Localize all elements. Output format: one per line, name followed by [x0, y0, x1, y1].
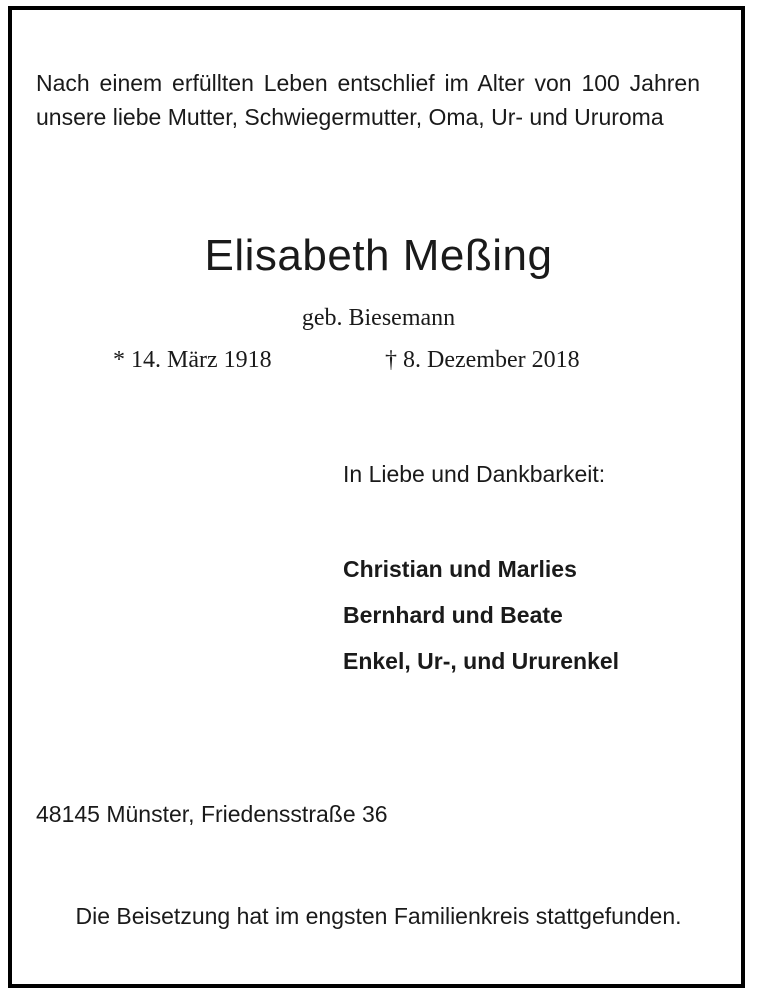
thanks-line: In Liebe und Dankbarkeit:: [343, 461, 606, 487]
family-member: Christian und Marlies: [343, 556, 577, 582]
family-list: [343, 546, 619, 684]
address: 48145 Münster, Friedensstraße 36: [36, 801, 388, 827]
birth-date: * 14. März 1918: [113, 347, 272, 373]
notice-border: [8, 6, 745, 988]
maiden-name: geb. Biesemann: [301, 305, 456, 331]
family-member: Enkel, Ur-, und Ururenkel: [343, 648, 620, 674]
death-date: † 8. Dezember 2018: [385, 347, 580, 373]
family-member: Bernhard und Beate: [343, 602, 563, 628]
funeral-note: Die Beisetzung hat im engsten Familienkreis stattgefunden.: [75, 903, 682, 929]
intro-text: Nach einem erfüllten Leben entschlief im Alter von 100 Jahren unsere liebe Mutter, Schwiegermutter, Oma, Ur- und Ururoma: [36, 70, 700, 130]
deceased-name: Elisabeth Meßing: [204, 231, 553, 280]
